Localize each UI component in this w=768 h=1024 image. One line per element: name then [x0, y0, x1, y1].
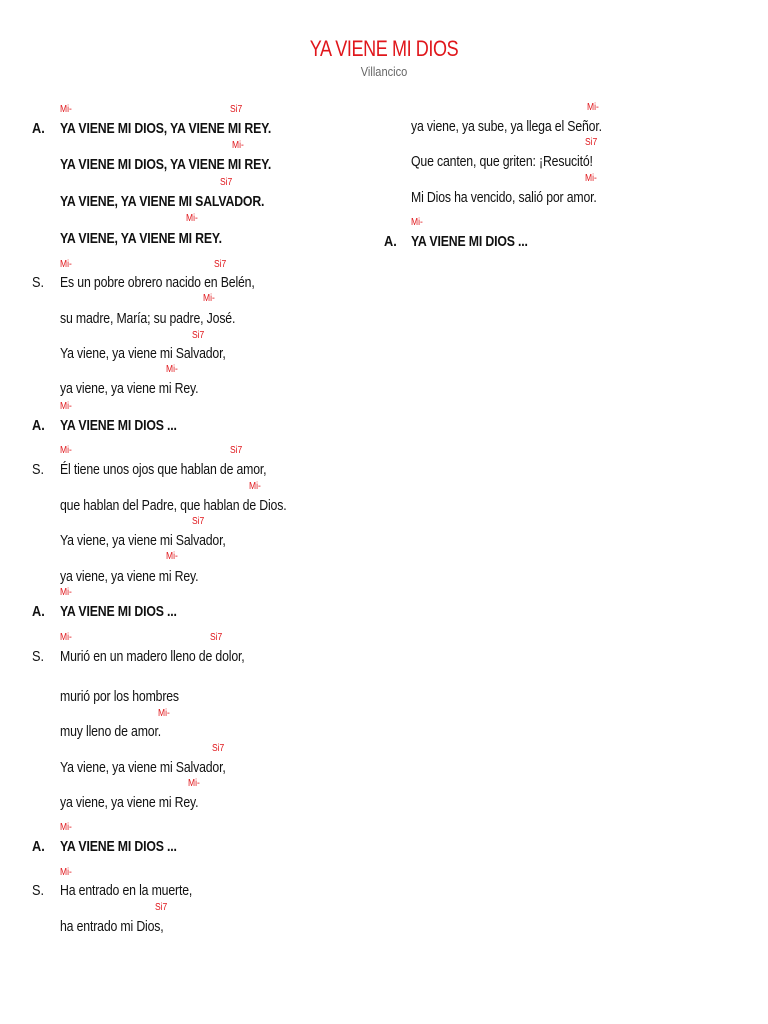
section-marker: A.: [32, 603, 45, 620]
section-marker: S.: [32, 274, 45, 291]
lyric-line: su madre, María; su padre, José.: [60, 310, 236, 327]
chord: Si7: [220, 177, 233, 188]
lyric-line: YA VIENE MI DIOS ...: [60, 838, 177, 855]
lyric-line: Ha entrado en la muerte,: [60, 882, 193, 899]
lyric-line: murió por los hombres: [60, 688, 179, 705]
chord: Mi-: [587, 102, 599, 113]
chord: Mi-: [186, 213, 198, 224]
lyric-line: Él tiene unos ojos que hablan de amor,: [60, 461, 267, 478]
chord: Mi-: [60, 822, 72, 833]
chord: Mi-: [60, 632, 72, 643]
chord: Mi-: [249, 481, 261, 492]
chord: Mi-: [188, 778, 200, 789]
chord: Mi-: [60, 401, 72, 412]
lyric-line: muy lleno de amor.: [60, 723, 161, 740]
lyric-line: YA VIENE MI DIOS ...: [60, 417, 177, 434]
lyric-line: Murió en un madero lleno de dolor,: [60, 648, 245, 665]
chord: Mi-: [60, 259, 72, 270]
chord: Si7: [192, 330, 205, 341]
chord: Mi-: [411, 217, 423, 228]
lyric-line: ya viene, ya sube, ya llega el Señor.: [411, 118, 602, 135]
section-marker: A.: [32, 120, 45, 137]
lyric-line: ya viene, ya viene mi Rey.: [60, 380, 199, 397]
section-marker: S.: [32, 461, 45, 478]
chord: Mi-: [60, 445, 72, 456]
chord: Mi-: [60, 587, 72, 598]
chord: Mi-: [232, 140, 244, 151]
chord: Si7: [230, 445, 243, 456]
lyric-line: YA VIENE MI DIOS, YA VIENE MI REY.: [60, 156, 272, 173]
section-marker: S.: [32, 648, 45, 665]
lyric-line: ya viene, ya viene mi Rey.: [60, 568, 199, 585]
lyric-line: YA VIENE MI DIOS ...: [411, 233, 528, 250]
lyric-line: YA VIENE, YA VIENE MI REY.: [60, 230, 222, 247]
chord: Mi-: [166, 551, 178, 562]
chord: Mi-: [158, 708, 170, 719]
song-subtitle: Villancico: [360, 64, 408, 79]
chord: Mi-: [203, 293, 215, 304]
lyric-line: Mi Dios ha vencido, salió por amor.: [411, 189, 597, 206]
lyric-line: ya viene, ya viene mi Rey.: [60, 794, 199, 811]
chord: Si7: [585, 137, 598, 148]
lyric-line: YA VIENE MI DIOS, YA VIENE MI REY.: [60, 120, 272, 137]
chord: Mi-: [60, 867, 72, 878]
lyric-line: YA VIENE MI DIOS ...: [60, 603, 177, 620]
lyric-line: Es un pobre obrero nacido en Belén,: [60, 274, 255, 291]
chord: Si7: [212, 743, 225, 754]
chord: Mi-: [585, 173, 597, 184]
chord: Si7: [210, 632, 223, 643]
song-title: YA VIENE MI DIOS: [309, 36, 459, 61]
chord: Mi-: [166, 364, 178, 375]
chord: Si7: [230, 104, 243, 115]
section-marker: A.: [384, 233, 397, 250]
lyric-line: que hablan del Padre, que hablan de Dios.: [60, 497, 287, 514]
lyric-line: YA VIENE, YA VIENE MI SALVADOR.: [60, 193, 265, 210]
section-marker: A.: [32, 838, 45, 855]
chord: Si7: [192, 516, 205, 527]
section-marker: A.: [32, 417, 45, 434]
lyric-line: Ya viene, ya viene mi Salvador,: [60, 345, 226, 362]
chord: Si7: [155, 902, 168, 913]
lyric-line: ha entrado mi Dios,: [60, 918, 164, 935]
lyric-line: Ya viene, ya viene mi Salvador,: [60, 532, 226, 549]
chord: Mi-: [60, 104, 72, 115]
lyric-line: Que canten, que griten: ¡Resucitó!: [411, 153, 593, 170]
lyric-line: Ya viene, ya viene mi Salvador,: [60, 759, 226, 776]
section-marker: S.: [32, 882, 45, 899]
chord: Si7: [214, 259, 227, 270]
